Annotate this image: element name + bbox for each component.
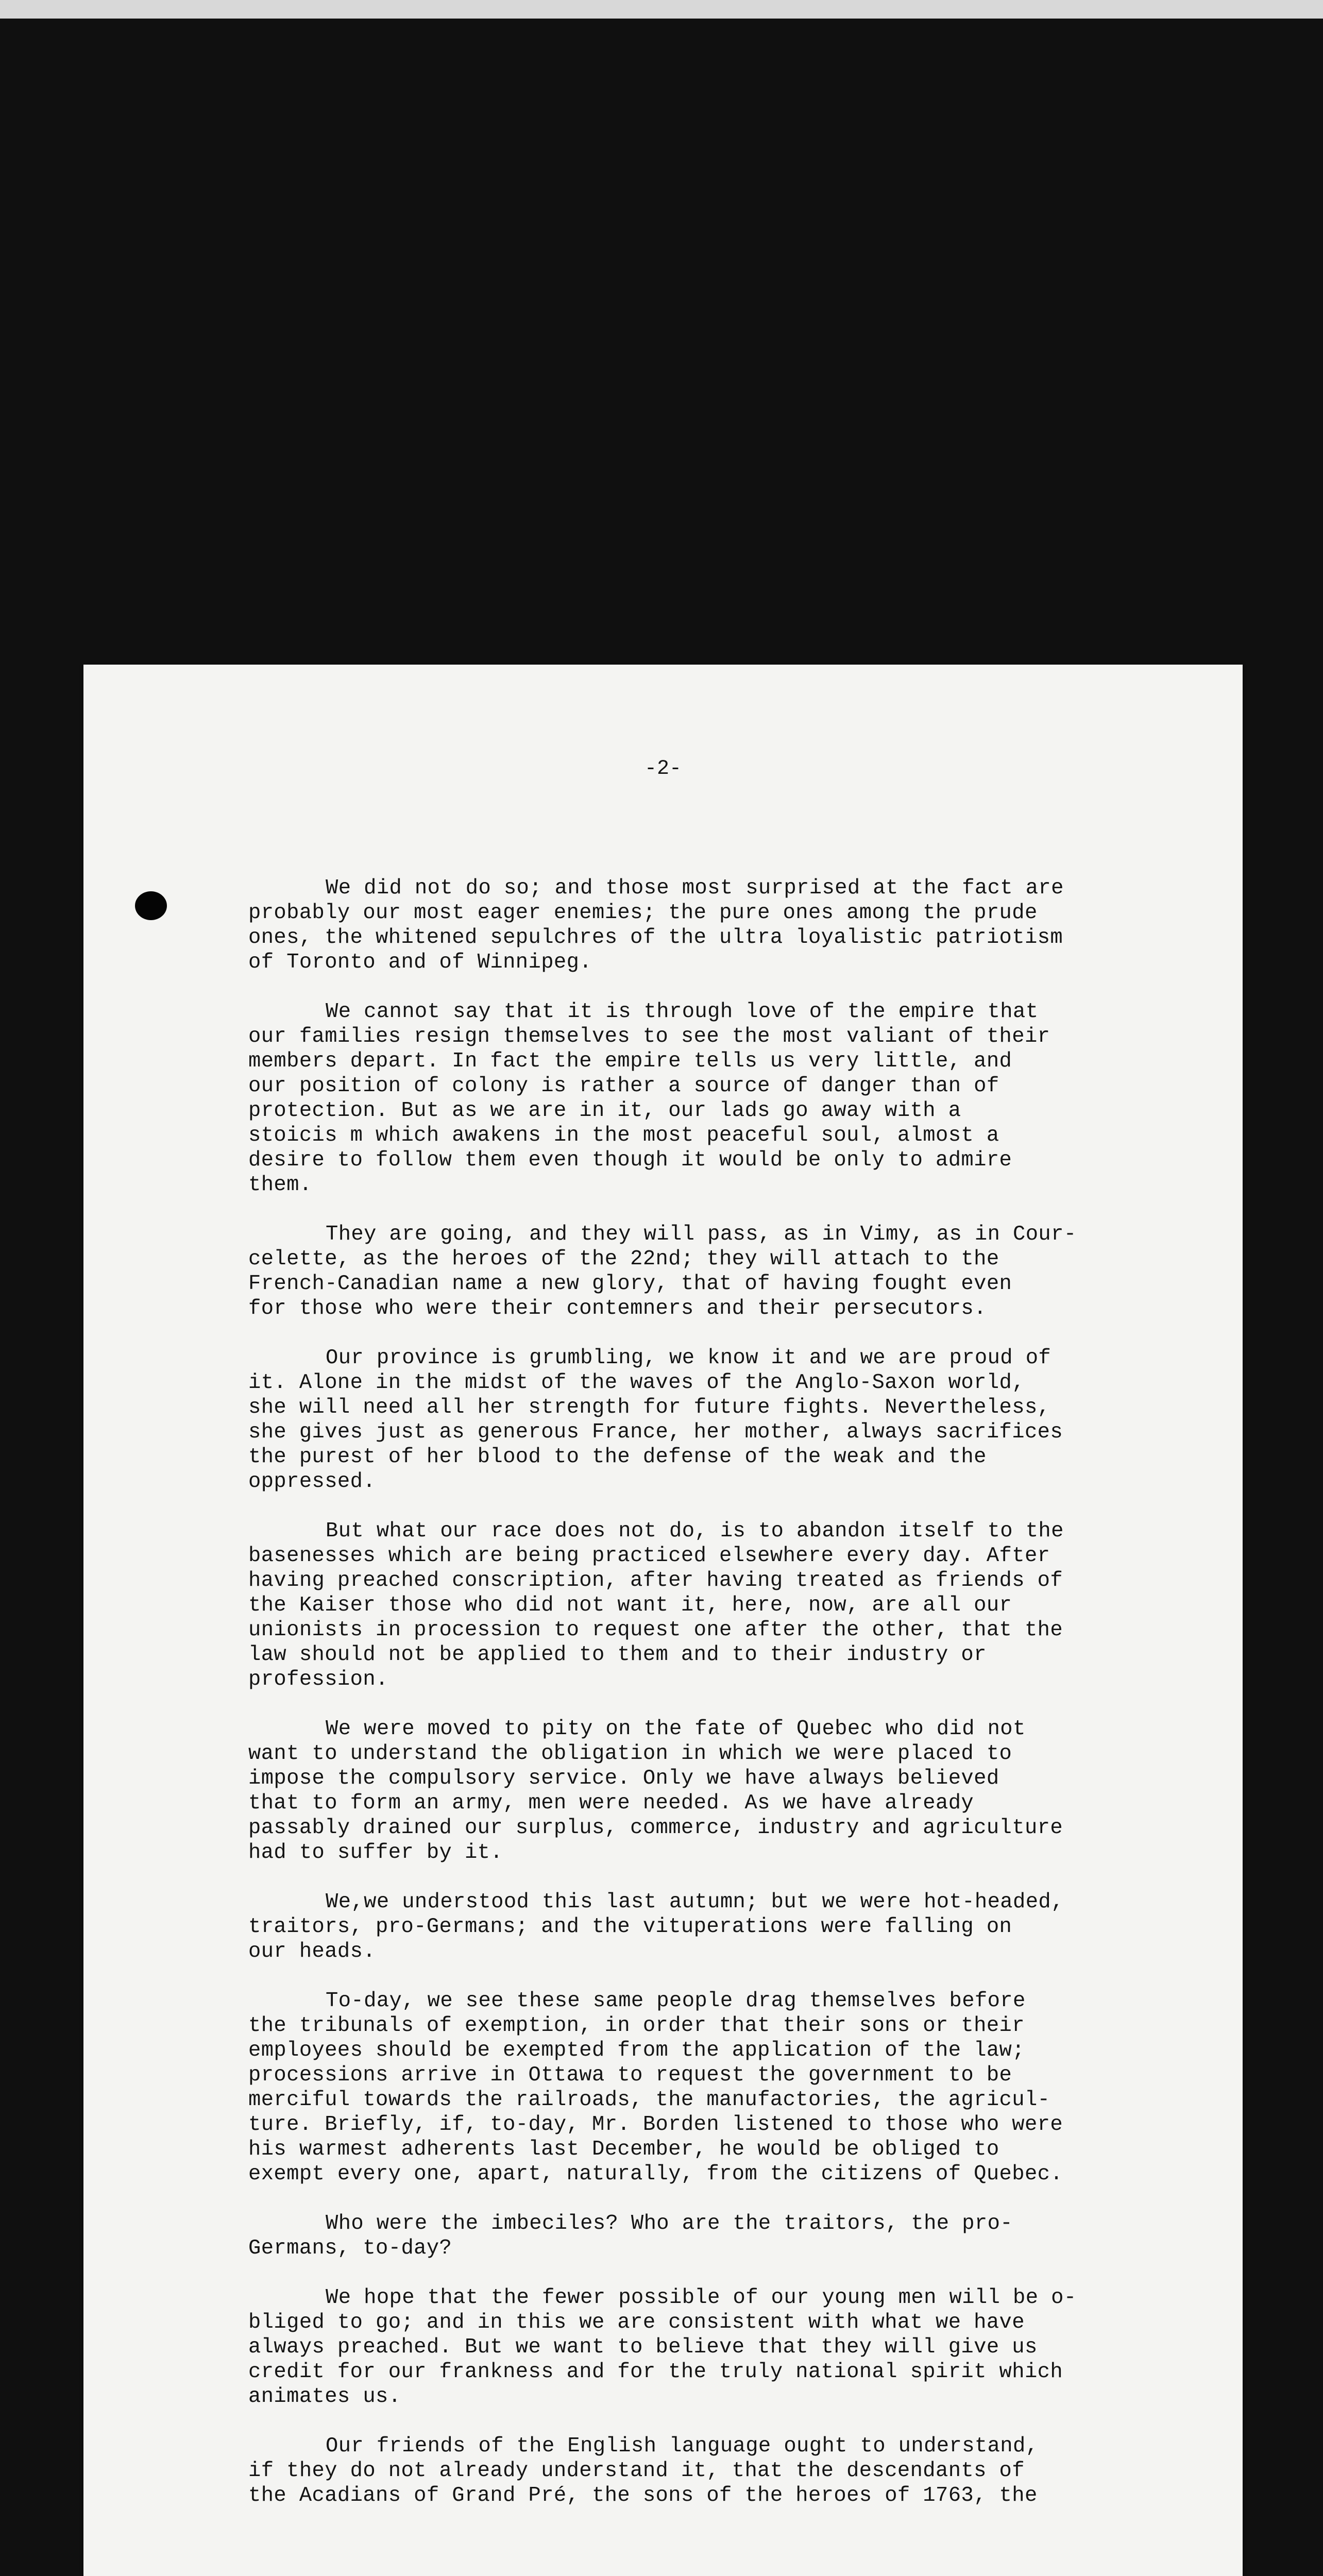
film-top-strip <box>0 0 1323 19</box>
document-page <box>83 665 1243 2576</box>
paragraph-2: We cannot say that it is through love of the empire that our families resign themselves to see the most valiant of their members depart. In fact the empire tells us very little, and our position of colony is rather a source of danger than of protection. But as we are in it, our lads go away with a stoicis m which awakens in the most peaceful soul, almost a desire to follow them even though it would be only to admire them. <box>248 1000 1050 1197</box>
paragraph-11: Our friends of the English language ought to understand, if they do not already understand it, that the descendants of the Acadians of Grand Pré, the sons of the heroes of 1763, the <box>248 2434 1039 2507</box>
paragraph-3: They are going, and they will pass, as in Vimy, as in Cour- celette, as the heroes of the 22nd; they will attach to the French-Canadian name a new glory, that of having fought even for those who were their contemners and their persecutors. <box>248 1223 1077 1320</box>
paragraph-6: We were moved to pity on the fate of Quebec who did not want to understand the obligation in which we were placed to impose the compulsory service. Only we have always believed that to form an army, men were needed. As we have already passably drained our surplus, commerce, industry and agriculture had to suffer by it. <box>248 1717 1063 1865</box>
paragraph-10: We hope that the fewer possible of our young men will be o- bliged to go; and in this we are consistent with what we have always preached. But we want to believe that they will give us credit for our frankness and for the truly national spirit which animates us. <box>248 2286 1077 2409</box>
document-body <box>248 876 1268 2508</box>
hole-punch-mark <box>135 891 167 920</box>
paragraph-4: Our province is grumbling, we know it and we are proud of it. Alone in the midst of the waves of the Anglo-Saxon world, she will need all her strength for future fights. Nevertheless, she gives just as generous France, her mother, always sacrifices the purest of her blood to the defense of the weak and the oppressed. <box>248 1346 1063 1494</box>
paragraph-9: Who were the imbeciles? Who are the traitors, the pro- Germans, to-day? <box>248 2212 1013 2260</box>
paragraph-7: We,we understood this last autumn; but we were hot-headed, traitors, pro-Germans; and the vituperations were falling on our heads. <box>248 1890 1064 1963</box>
page-number: -2- <box>644 757 682 781</box>
paragraph-1: We did not do so; and those most surprised at the fact are probably our most eager enemies; the pure ones among the prude ones, the whitened sepulchres of the ultra loyalistic patriotism of Toronto and of Winnipeg. <box>248 876 1064 974</box>
paragraph-5: But what our race does not do, is to abandon itself to the basenesses which are being practiced elsewhere every day. After having preached conscription, after having treated as friends of the Kaiser those who did not want it, here, now, are all our unionists in procession to request one after the other, that the law should not be applied to them and to their industry or profession. <box>248 1519 1064 1691</box>
paragraph-8: To-day, we see these same people drag themselves before the tribunals of exemption, in order that their sons or their employees should be exempted from the application of the law; processions arrive in Ottawa to request the government to be merciful towards the railroads, the manufactories, the agricul- ture. Briefly, if, to-day, Mr. Borden listened to those who were his warmest adherents last December, he would be obliged to exempt every one, apart, naturally, from the citizens of Quebec. <box>248 1989 1063 2186</box>
